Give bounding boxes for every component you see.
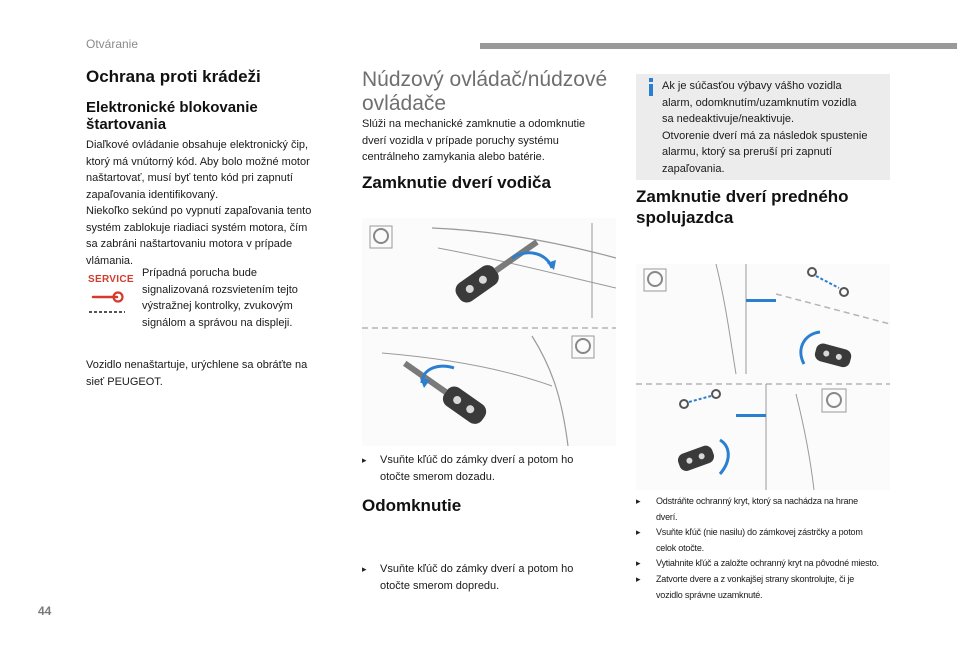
text-line: zapaľovania. [662, 162, 725, 175]
driver-lock-heading: Zamknutie dverí vodiča [362, 173, 551, 192]
text-line: sieť PEUGEOT. [86, 375, 163, 388]
text-line: ktorý má vnútorný kód. Aby bolo možné motor [86, 155, 310, 168]
passenger-lock-steps [636, 494, 894, 603]
text-line: ▸ Vsuňte kľúč (nie nasilu) do zámkovej zástrčky a potom [656, 527, 863, 538]
subtitle [86, 99, 258, 133]
title-line: spolujazdca [636, 208, 734, 227]
text-line: centrálneho zamykania alebo batérie. [362, 151, 545, 163]
text-line: sa nedeaktivuje/neaktivuje. [662, 113, 795, 125]
alarm-info-text [662, 78, 887, 177]
text-line: dverí vozidla v prípade poruchy systému [362, 134, 559, 147]
step-item [636, 572, 894, 603]
title-line: Zamknutie dverí predného [636, 187, 849, 206]
step-item [636, 494, 894, 525]
text-line: Ak je súčasťou výbavy vášho vozidla [662, 80, 842, 92]
text-line: zapaľovania identifikovaný. [86, 188, 219, 201]
title-line: Núdzový ovládač/núdzové [362, 68, 608, 91]
text-line: sa zabráni naštartovaniu motora v prípade [86, 238, 293, 250]
service-warning-icon [87, 271, 134, 316]
text-line: vozidlo správne uzamknuté. [656, 589, 763, 600]
passenger-door-key-illustration [636, 264, 890, 490]
section-label: Otváranie [86, 37, 139, 51]
text-line: ▸ Vytiahnite kľúč a založte ochranný kryt na pôvodné miesto. [656, 558, 879, 569]
emergency-key-title [362, 68, 607, 116]
page-number: 44 [38, 604, 52, 618]
text-line: ▸ Odstráňte ochranný kryt, ktorý sa nachádza na hrane [656, 496, 858, 506]
text-line: celok otočte. [656, 542, 704, 553]
driver-door-key-illustration [362, 218, 616, 446]
text-line: otočte smerom dopredu. [380, 579, 500, 592]
text-line: ▸ Vsuňte kľúč do zámky dverí a potom ho [380, 454, 574, 466]
immobiliser-description [86, 137, 346, 269]
text-line: systém zablokuje riadiaci systém motora, čím [86, 221, 308, 234]
header-rule [480, 43, 957, 49]
dealer-note [86, 357, 346, 390]
passenger-lock-heading [636, 186, 849, 228]
page-title: Ochrana proti krádeži [86, 67, 261, 86]
step-item [636, 556, 894, 572]
subtitle-line: Elektronické blokovanie [86, 99, 258, 116]
text-line: výstražnej kontrolky, zvukovým [142, 300, 293, 312]
text-line: Niekoľko sekúnd po vypnutí zapaľovania tento [86, 205, 312, 217]
driver-lock-step [362, 452, 640, 485]
subtitle-line: štartovania [86, 116, 167, 133]
text-line: vlámania. [86, 254, 134, 267]
text-line: alarm, odomknutím/uzamknutím vozidla [662, 96, 857, 109]
text-line: naštartovať, musí byť tento kód pri zapnutí [86, 172, 293, 184]
text-line: signalizovaná rozsvietením tejto [142, 283, 298, 296]
text-line: Vozidlo nenaštartuje, urýchlene sa obráťte na [86, 359, 308, 371]
emergency-key-intro [362, 116, 622, 166]
title-line: ovládače [362, 92, 447, 115]
text-line: Slúži na mechanické zamknutie a odomknutie [362, 118, 586, 130]
text-line: signálom a správou na displeji. [142, 316, 293, 329]
text-line: Otvorenie dverí má za následok spustenie [662, 129, 868, 142]
text-line: ▸ Zatvorte dvere a z vonkajšej strany skontrolujte, či je [656, 573, 855, 584]
unlock-heading: Odomknutie [362, 496, 462, 515]
service-label: SERVICE [88, 274, 134, 285]
info-icon [647, 78, 655, 96]
unlock-step [362, 561, 640, 594]
text-line: Diaľkové ovládanie obsahuje elektronický čip, [86, 139, 309, 151]
text-line: otočte smerom dozadu. [380, 470, 495, 483]
service-note [142, 265, 342, 331]
text-line: alarmu, ktorý sa preruší pri zapnutí [662, 146, 832, 158]
text-line: Prípadná porucha bude [142, 267, 257, 279]
text-line: ▸ Vsuňte kľúč do zámky dverí a potom ho [380, 563, 574, 575]
step-item [636, 525, 894, 556]
text-line: dverí. [656, 511, 678, 522]
